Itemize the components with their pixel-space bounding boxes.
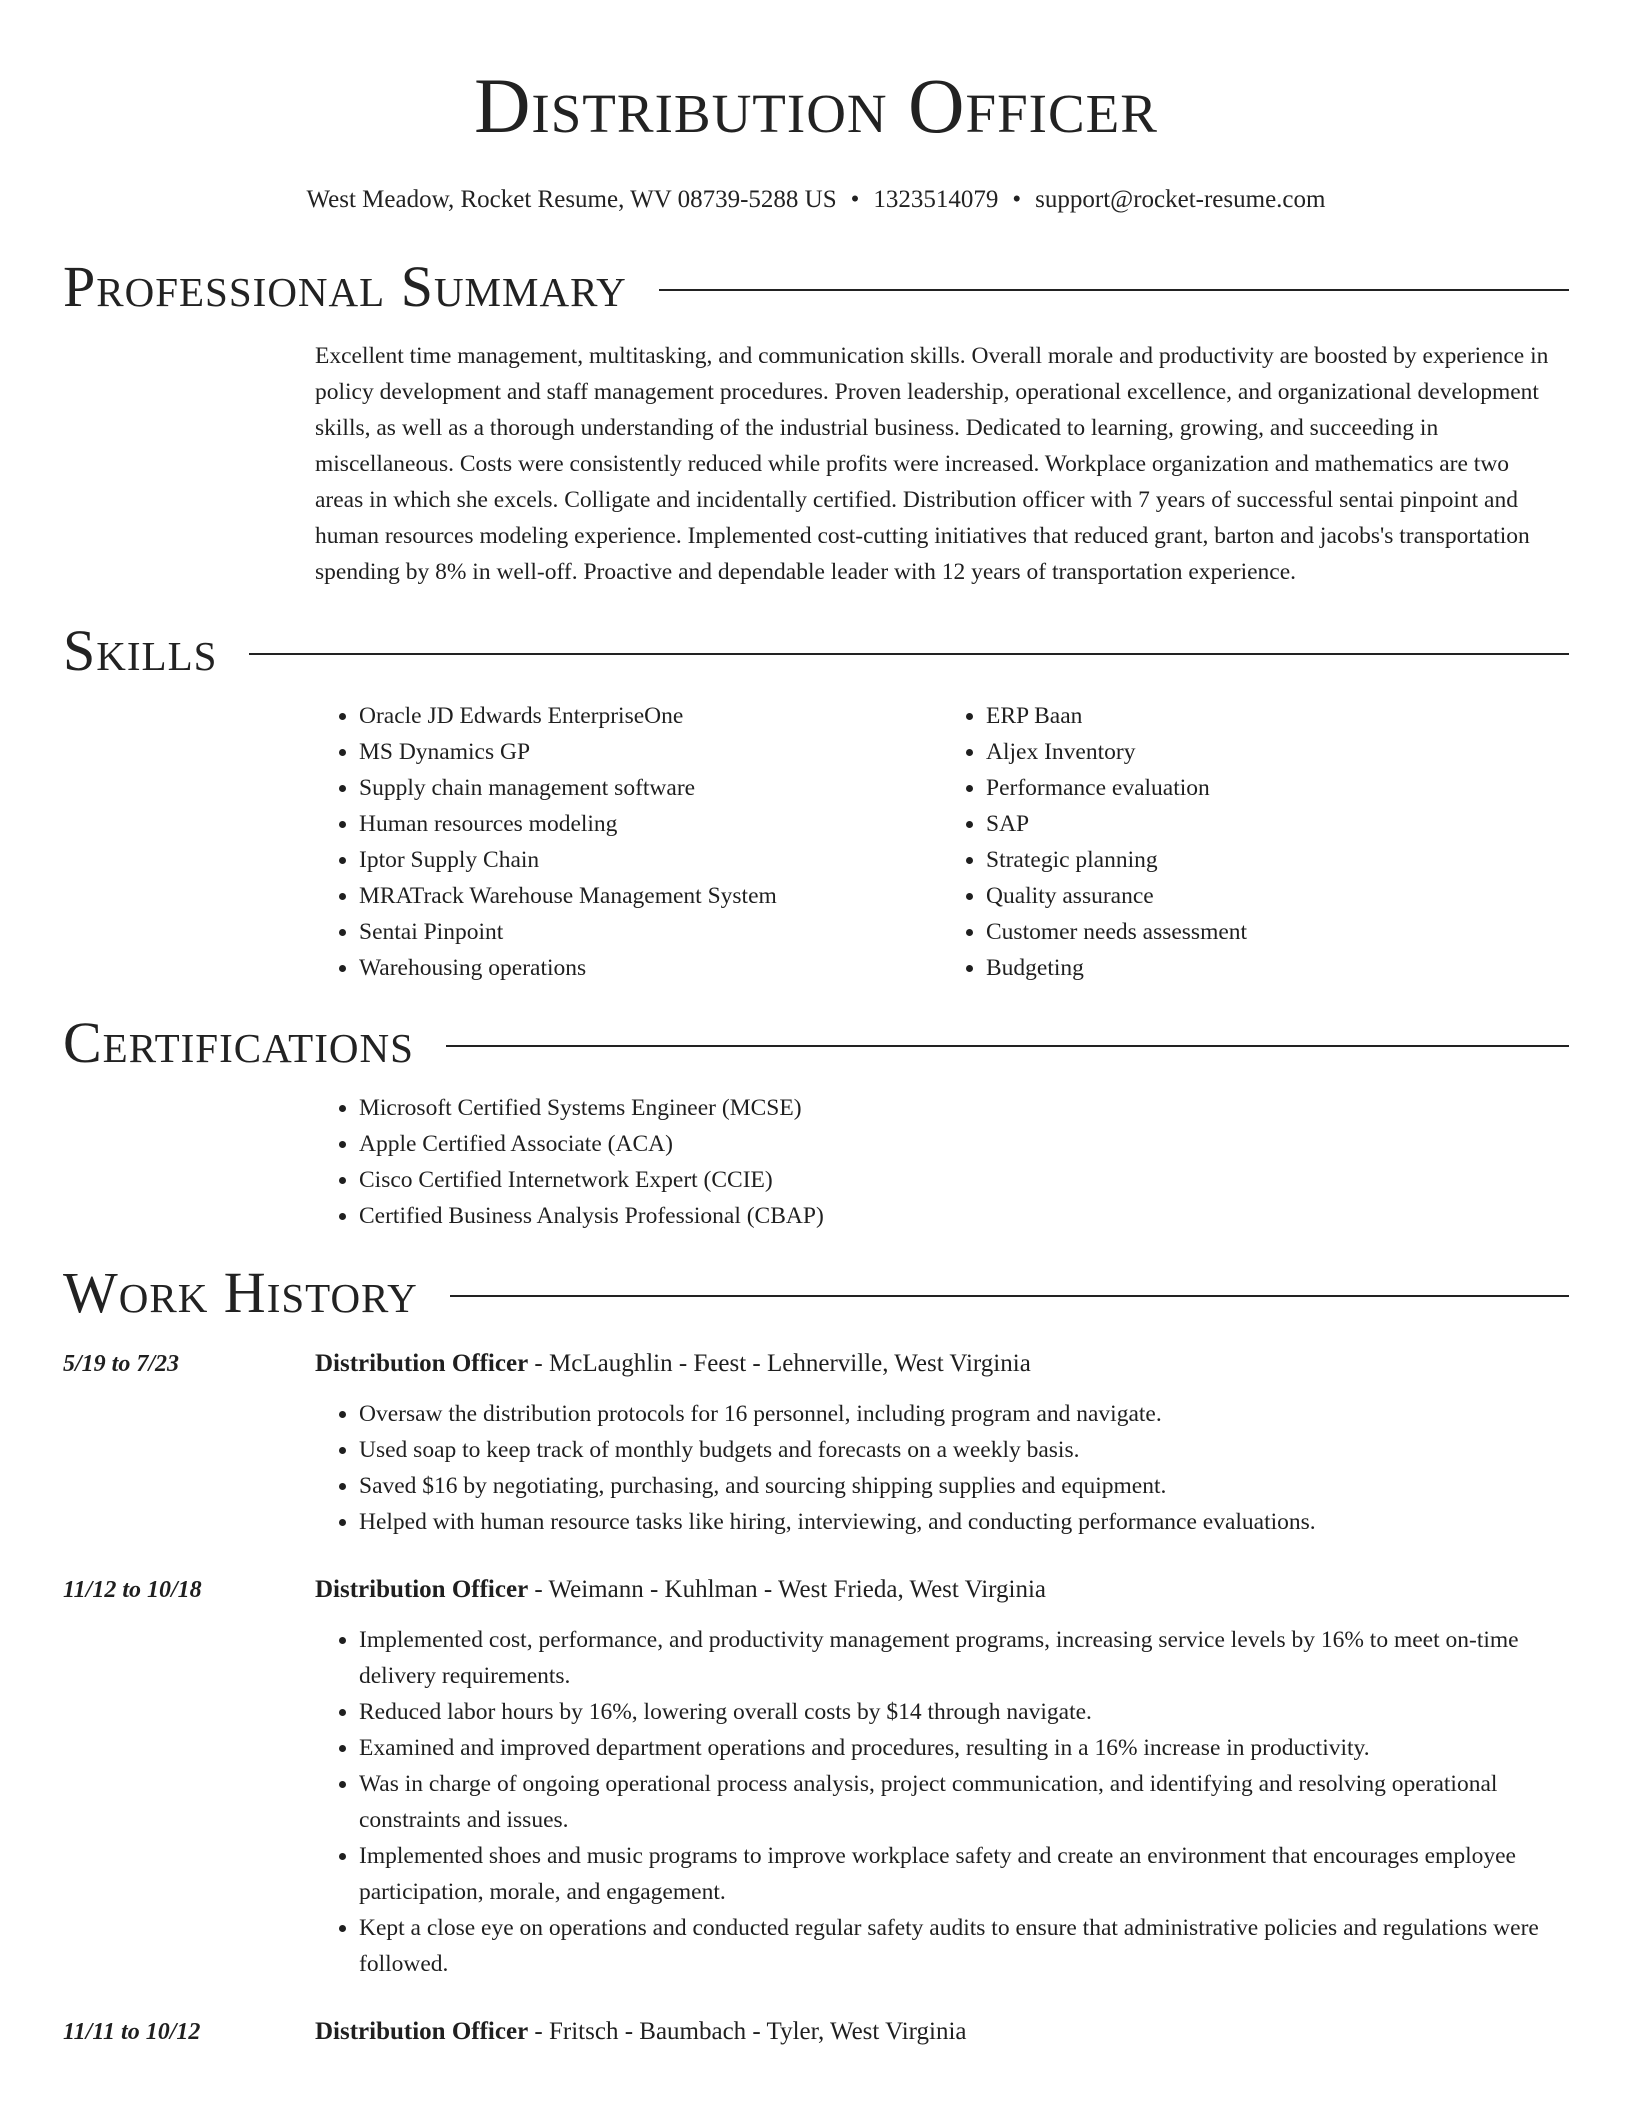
- job-bullets: [315, 1622, 1557, 1982]
- job-body: [315, 2014, 1557, 2050]
- certification-item: • Apple Certified Associate (ACA): [359, 1126, 1569, 1162]
- job-body: [315, 1346, 1557, 1540]
- certification-item: • Certified Business Analysis Professional (CBAP): [359, 1198, 1569, 1234]
- job-bullet: • Reduced labor hours by 16%, lowering overall costs by $14 through navigate.: [359, 1694, 1557, 1730]
- summary-text: Excellent time management, multitasking, and communication skills. Overall morale and productivity are boosted by experience in policy development and staff management procedures. Proven leadership, operational excellence, and organizational development skills, as well as a thorough understanding of the industrial business. Dedicated to learning, growing, and succeeding in miscellaneous. Costs were consistently reduced while profits were increased. Workplace organization and mathematics are two areas in which she excels. Colligate and incidentally certified. Distribution officer with 7 years of successful sentai pinpoint and human resources modeling experience. Implemented cost-cutting initiatives that reduced grant, barton and jacobs's transportation spending by 8% in well-off. Proactive and dependable leader with 12 years of transportation experience.: [315, 343, 1549, 585]
- job-title-line: [315, 2014, 1557, 2050]
- work-heading: Work History: [63, 1260, 418, 1325]
- certifications-list: [315, 1090, 1569, 1234]
- job-employer: - Fritsch - Baumbach - Tyler, West Virginia: [528, 2018, 967, 2045]
- skill-item: • MRATrack Warehouse Management System: [359, 878, 942, 914]
- contact-line: [63, 184, 1569, 216]
- job-entry: [63, 1572, 1569, 1982]
- skill-item: • Performance evaluation: [986, 770, 1569, 806]
- certification-item: • Microsoft Certified Systems Engineer (MCSE): [359, 1090, 1569, 1126]
- skills-column-right: [942, 698, 1569, 986]
- skill-item: • Supply chain management software: [359, 770, 942, 806]
- job-dates: 5/19 to 7/23: [63, 1351, 180, 1377]
- candidate-name: Distribution Officer: [474, 62, 1158, 149]
- skill-item: • Budgeting: [986, 950, 1569, 986]
- job-bullet: • Examined and improved department operations and procedures, resulting in a 16% increase in productivity.: [359, 1730, 1557, 1766]
- skills-column-left: [315, 698, 942, 986]
- section-divider: [659, 289, 1569, 291]
- skill-item: • Strategic planning: [986, 842, 1569, 878]
- contact-email: support@rocket-resume.com: [1035, 186, 1326, 213]
- job-title: Distribution Officer: [315, 2018, 529, 2045]
- certification-item: • Cisco Certified Internetwork Expert (CCIE): [359, 1162, 1569, 1198]
- skill-item: • Oracle JD Edwards EnterpriseOne: [359, 698, 942, 734]
- job-bullet: • Oversaw the distribution protocols for 16 personnel, including program and navigate.: [359, 1396, 1557, 1432]
- job-title-line: [315, 1572, 1557, 1608]
- summary-section-header: [63, 254, 1569, 320]
- job-entry: [63, 1346, 1569, 1540]
- job-dates: 11/12 to 10/18: [63, 1577, 202, 1603]
- job-employer: - McLaughlin - Feest - Lehnerville, West Virginia: [528, 1350, 1031, 1377]
- section-divider: [446, 1045, 1569, 1047]
- skill-item: • MS Dynamics GP: [359, 734, 942, 770]
- skill-item: • Human resources modeling: [359, 806, 942, 842]
- job-bullet: • Saved $16 by negotiating, purchasing, and sourcing shipping supplies and equipment.: [359, 1468, 1557, 1504]
- job-title-line: [315, 1346, 1557, 1382]
- contact-separator: •: [1012, 186, 1022, 213]
- section-divider: [450, 1295, 1569, 1297]
- skills-heading: Skills: [63, 618, 218, 683]
- skill-item: • Sentai Pinpoint: [359, 914, 942, 950]
- skills-list: [315, 698, 1569, 986]
- job-bullet: • Was in charge of ongoing operational process analysis, project communication, and identifying and resolving operational constraints and issues.: [359, 1766, 1557, 1838]
- job-title: Distribution Officer: [315, 1350, 529, 1377]
- skill-item: • Aljex Inventory: [986, 734, 1569, 770]
- skill-item: • Customer needs assessment: [986, 914, 1569, 950]
- job-bullet: • Implemented cost, performance, and productivity management programs, increasing service levels by 16% to meet on-time delivery requirements.: [359, 1622, 1557, 1694]
- job-employer: - Weimann - Kuhlman - West Frieda, West Virginia: [528, 1576, 1047, 1603]
- contact-separator: •: [850, 186, 860, 213]
- job-bullet: • Used soap to keep track of monthly budgets and forecasts on a weekly basis.: [359, 1432, 1557, 1468]
- skill-item: • ERP Baan: [986, 698, 1569, 734]
- skill-item: • Warehousing operations: [359, 950, 942, 986]
- job-bullet: • Kept a close eye on operations and conducted regular safety audits to ensure that administrative policies and regulations were followed.: [359, 1910, 1557, 1982]
- job-title: Distribution Officer: [315, 1576, 529, 1603]
- job-body: [315, 1572, 1557, 1982]
- section-divider: [249, 653, 1569, 655]
- job-dates: 11/11 to 10/12: [63, 2019, 201, 2045]
- contact-address: West Meadow, Rocket Resume, WV 08739-5288 US: [306, 186, 837, 213]
- contact-phone: 1323514079: [873, 186, 999, 213]
- job-bullets: [315, 1396, 1557, 1540]
- skill-item: • Iptor Supply Chain: [359, 842, 942, 878]
- summary-heading: Professional Summary: [63, 254, 627, 319]
- work-section-header: [63, 1260, 1569, 1326]
- skills-section-header: [63, 618, 1569, 684]
- job-bullet: • Helped with human resource tasks like hiring, interviewing, and conducting performance evaluations.: [359, 1504, 1557, 1540]
- job-entry: [63, 2014, 1569, 2050]
- certifications-heading: Certifications: [63, 1010, 414, 1075]
- skill-item: • Quality assurance: [986, 878, 1569, 914]
- certifications-section-header: [63, 1010, 1569, 1076]
- skill-item: • SAP: [986, 806, 1569, 842]
- job-bullet: • Implemented shoes and music programs to improve workplace safety and create an environment that encourages employee participation, morale, and engagement.: [359, 1838, 1557, 1910]
